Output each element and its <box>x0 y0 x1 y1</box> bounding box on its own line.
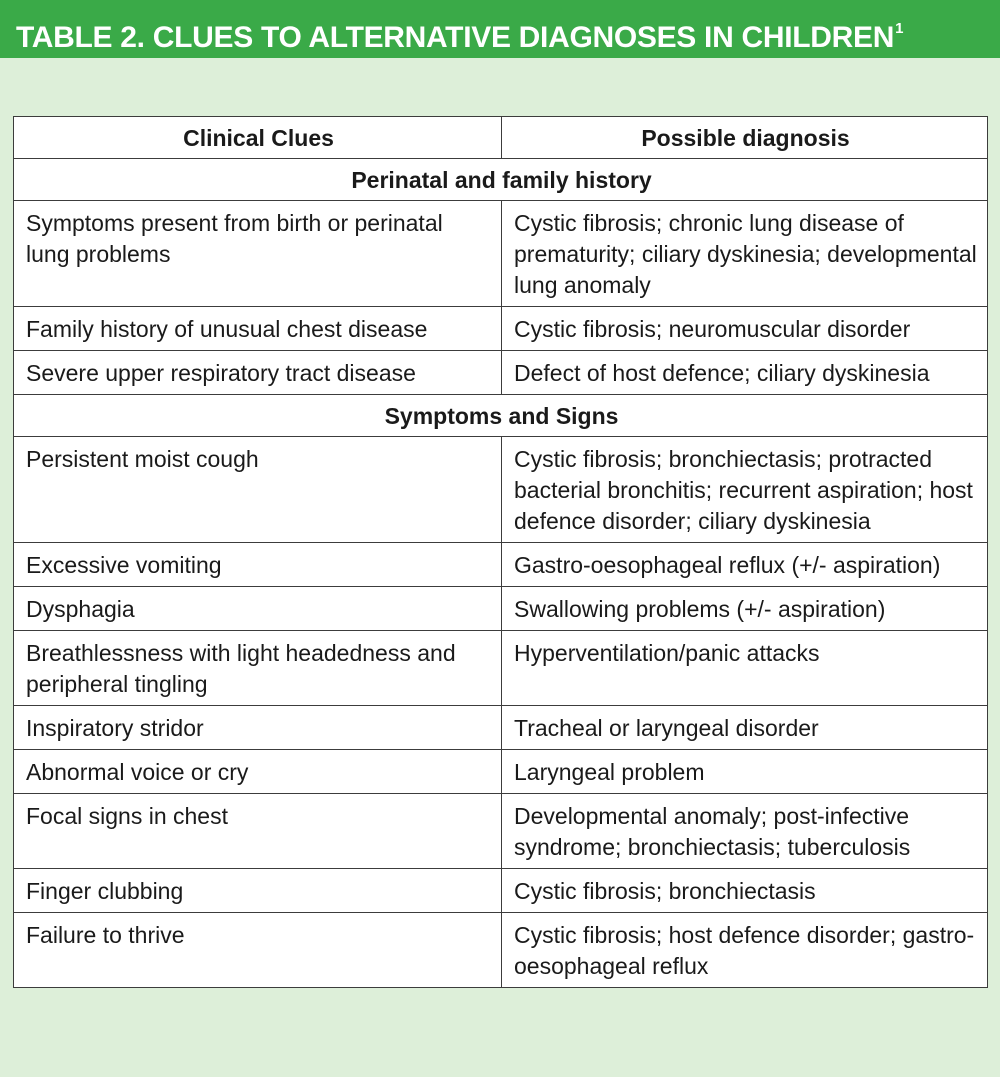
footnote-marker: 1 <box>895 20 904 37</box>
table-title: TABLE 2. CLUES TO ALTERNATIVE DIAGNOSES IN CHILDREN <box>16 21 895 54</box>
column-header-clinical-clues: Clinical Clues <box>14 117 502 159</box>
table-row <box>14 794 988 869</box>
possible-diagnosis-cell: Cystic fibrosis; chronic lung disease of prematurity; ciliary dyskinesia; developmental lung anomaly <box>502 201 988 307</box>
possible-diagnosis-cell: Cystic fibrosis; bronchiectasis <box>502 869 988 913</box>
table-row <box>14 437 988 543</box>
table-row <box>14 201 988 307</box>
possible-diagnosis-cell: Defect of host defence; ciliary dyskinesia <box>502 351 988 395</box>
possible-diagnosis-cell: Cystic fibrosis; host defence disorder; gastro-oesophageal reflux <box>502 913 988 988</box>
section-heading: Perinatal and family history <box>14 159 988 201</box>
table-row <box>14 706 988 750</box>
table-row <box>14 351 988 395</box>
possible-diagnosis-cell: Cystic fibrosis; neuromuscular disorder <box>502 307 988 351</box>
clinical-clue-cell: Symptoms present from birth or perinatal lung problems <box>14 201 502 307</box>
clinical-clue-cell: Persistent moist cough <box>14 437 502 543</box>
possible-diagnosis-cell: Hyperventilation/panic attacks <box>502 631 988 706</box>
clinical-clue-cell: Finger clubbing <box>14 869 502 913</box>
possible-diagnosis-cell: Swallowing problems (+/- aspiration) <box>502 587 988 631</box>
possible-diagnosis-cell: Gastro-oesophageal reflux (+/- aspiration) <box>502 543 988 587</box>
table-row <box>14 913 988 988</box>
section-heading: Symptoms and Signs <box>14 395 988 437</box>
table-title-bar <box>0 0 1000 58</box>
clinical-clue-cell: Inspiratory stridor <box>14 706 502 750</box>
possible-diagnosis-cell: Laryngeal problem <box>502 750 988 794</box>
clinical-clue-cell: Family history of unusual chest disease <box>14 307 502 351</box>
possible-diagnosis-cell: Tracheal or laryngeal disorder <box>502 706 988 750</box>
section-row <box>14 395 988 437</box>
table-row <box>14 750 988 794</box>
clinical-clue-cell: Abnormal voice or cry <box>14 750 502 794</box>
header-row <box>14 117 988 159</box>
possible-diagnosis-cell: Developmental anomaly; post-infective syndrome; bronchiectasis; tuberculosis <box>502 794 988 869</box>
table-row <box>14 869 988 913</box>
clinical-clue-cell: Failure to thrive <box>14 913 502 988</box>
clinical-clue-cell: Breathlessness with light headedness and peripheral tingling <box>14 631 502 706</box>
diagnoses-table <box>13 116 988 988</box>
table-row <box>14 307 988 351</box>
table-container <box>13 116 987 988</box>
table-row <box>14 631 988 706</box>
clinical-clue-cell: Dysphagia <box>14 587 502 631</box>
clinical-clue-cell: Severe upper respiratory tract disease <box>14 351 502 395</box>
table-row <box>14 587 988 631</box>
possible-diagnosis-cell: Cystic fibrosis; bronchiectasis; protracted bacterial bronchitis; recurrent aspiration; host defence disorder; ciliary dyskinesia <box>502 437 988 543</box>
clinical-clue-cell: Focal signs in chest <box>14 794 502 869</box>
table-row <box>14 543 988 587</box>
table-body <box>14 159 988 988</box>
section-row <box>14 159 988 201</box>
clinical-clue-cell: Excessive vomiting <box>14 543 502 587</box>
column-header-possible-diagnosis: Possible diagnosis <box>502 117 988 159</box>
